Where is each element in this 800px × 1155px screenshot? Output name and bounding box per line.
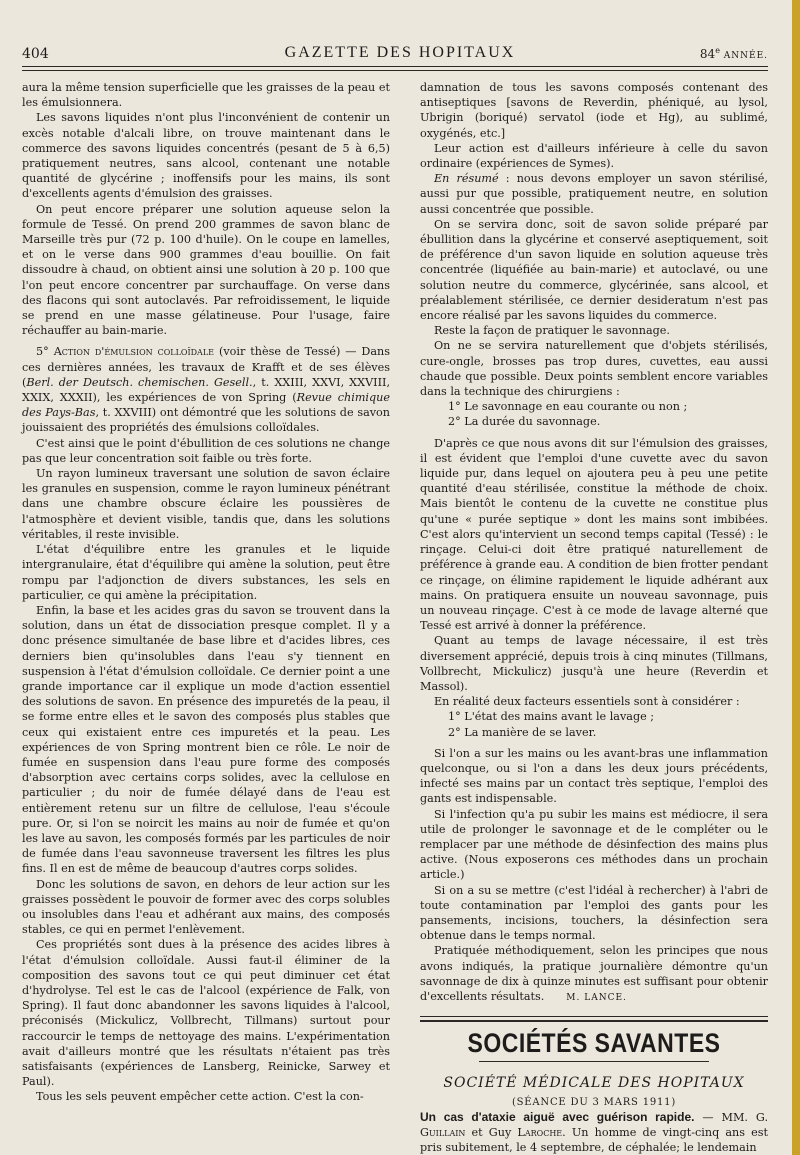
- paragraph: On se servira donc, soit de savon solide préparé par ébullition dans la glycérine et conservé aseptiquement, soit de préférence d'un savon liquide en solution aqueuse très concentrée (liquéfiée au bain-marie) et autoclavé, ou une solution neutre du commerce, glycérinée, sans alcool, et préalablement stérilisée, ce dernier desideratum n'est pas encore réalisé par les savons liquides du commerce.: [420, 217, 768, 323]
- paragraph: aura la même tension superficielle que les graisses de la peau et les émulsionnera.: [22, 81, 390, 110]
- year-number: 84: [699, 47, 716, 61]
- paragraph: Donc les solutions de savon, en dehors de leur action sur les graisses possèdent le pouvoir de former avec des corps solubles ou insolubles dans l'eau et adhérant aux mains, des composés stables, ce qui en permet l'enlèvement.: [22, 877, 390, 937]
- article-title: Un cas d'ataxie aiguë avec guérison rapide.: [420, 1109, 695, 1124]
- paragraph: Quant au temps de lavage nécessaire, il est très diversement apprécié, depuis trois à cinq minutes (Tillmans, Vollbrecht, Mickulicz) jusqu'à une heure (Reverdin et Massol).: [420, 634, 768, 693]
- paragraph: Si l'on a sur les mains ou les avant-bras une inflammation quelconque, ou si l'on a dans les deux jours précédents, infecté ses mains par un contact très septique, l'emploi des gants est indispensable.: [420, 746, 768, 806]
- author-signature: M. LANCE.: [566, 992, 627, 1003]
- list-item: 2° La durée du savonnage.: [448, 415, 601, 429]
- citation: Berl. der Deutsch. chemischen. Gesell.: [26, 375, 253, 389]
- paragraph: Reste la façon de pratiquer le savonnage.: [434, 324, 670, 338]
- paragraph: En réalité deux facteurs essentiels sont à considérer :: [434, 695, 740, 709]
- section-rule-thin: [420, 1016, 768, 1017]
- paragraph: Leur action est d'ailleurs inférieure à celle du savon ordinaire (expériences de Symes).: [420, 141, 768, 171]
- left-column: [22, 80, 390, 1105]
- summary-lead: En résumé: [434, 172, 499, 186]
- paragraph: damnation de tous les savons composés contenant des antiseptiques [savons de Reverdin, phéniqué, au lysol, Ubrigin (boriqué) servatol (iode et Hg), au sublimé, oxygénés, etc.]: [420, 81, 768, 140]
- paragraph: D'après ce que nous avons dit sur l'émulsion des graisses, il est évident que l'emploi d'une cuvette avec du savon liquide pur, dans lequel on ajoutera peu à peu une petite quantité d'eau stérilisée, constitue la méthode de choix. Mais bientôt le contenu de la cuvette ne constitue plus qu'une « purée septique » dont les mains sont imbibées. C'est alors qu'intervient un second temps capital (Tessé) : le rinçage. Celui-ci doit être pratiqué naturellement de préférence à grande eau. A condition de bien frotter pendant ce rinçage, on élimine rapidement le liquide adhérant aux mains. On pratiquera ensuite un nouveau savonnage, puis un nouveau rinçage. C'est à ce mode de lavage alterné que Tessé est arrivé à donner la préférence.: [420, 436, 768, 633]
- list-item: 1° Le savonnage en eau courante ou non ;: [448, 400, 688, 414]
- paragraph: On peut encore préparer une solution aqueuse selon la formule de Tessé. On prend 200 grammes de savon blanc de Marseille très pur (72 p. 100 d'huile). On le coupe en lamelles, et on le verse dans 900 grammes d'eau bouillie. On fait dissoudre à chaud, on obtient ainsi une solution à 20 p. 100 que l'on peut encore concentrer par surchauffage. On verse dans des flacons qui sont autoclavés. Par refroidissement, le liquide se prend en une masse gélatineuse. Pour l'usage, faire réchauffer au bain-marie.: [22, 202, 390, 338]
- header-rule-thick: [22, 66, 768, 67]
- list-item: 1° L'état des mains avant le lavage ;: [448, 710, 655, 724]
- author-name: Laroche: [517, 1126, 563, 1139]
- section-number: 5°: [36, 345, 49, 359]
- page-header: [0, 38, 800, 64]
- paragraph: Si l'infection qu'a pu subir les mains est médiocre, il sera utile de prolonger le savonnage et de le compléter ou le remplacer par une méthode de désinfection des mains plus active. (Nous exposerons ces méthodes dans un prochain article.): [420, 807, 768, 882]
- year-label: [700, 46, 768, 61]
- article-lead: Un cas d'ataxie aiguë avec guérison rapide. — MM. G. Guillain et Guy Laroche. Un homme de vingt-cinq ans est pris subitement, le 4 septembre, de céphalée; le lendemain: [420, 1109, 768, 1155]
- author-name: Guillain: [420, 1126, 466, 1139]
- section-rule-thick: [420, 1020, 768, 1022]
- society-name: SOCIÉTÉ MÉDICALE DES HOPITAUX: [443, 1075, 745, 1092]
- paragraph: L'état d'équilibre entre les granules et le liquide intergranulaire, état d'équilibre qui amène la solution, peut être rompu par l'adjonction de divers substances, les sels en particulier, ce qui amène la précipitation.: [22, 543, 390, 602]
- section-heading: Action d'émulsion colloïdale: [53, 345, 214, 359]
- section-subrule: [479, 1061, 709, 1062]
- page-edge-strip: [792, 0, 800, 1155]
- list-item: 2° La manière de se laver.: [448, 725, 597, 739]
- year-suffix: e: [715, 46, 720, 55]
- paragraph: Un rayon lumineux traversant une solution de savon éclaire les granules en suspension, comme le rayon lumineux pénétrant dans une chambre obscure éclaire les poussières de l'atmosphère et devient visible, tandis que, dans les solutions véritables, il reste invisible.: [22, 467, 390, 541]
- year-word: ANNÉE.: [723, 51, 768, 61]
- page-number: 404: [22, 46, 49, 62]
- citation: Revue chimique des Pays-Bas: [22, 391, 390, 420]
- paragraph: Les savons liquides n'ont plus l'inconvénient de contenir un excès notable d'alcali libre, on trouve maintenant dans le commerce des savons liquides concentrés (pesant de 5 à 6,5) pratiquement neutres, sans alcool, contenant une notable quantité de glycérine ; inoffensifs pour les mains, ils sont d'excellents agents d'émulsion des graisses.: [22, 111, 390, 201]
- paragraph: Pratiquée méthodiquement, selon les principes que nous avons indiqués, la pratique journalière démontre qu'un savonnage de dix à quinze minutes est suffisant pour obtenir d'excellents résultats. M. LANCE.: [420, 943, 768, 1006]
- paragraph: Tous les sels peuvent empêcher cette action. C'est la con-: [36, 1090, 364, 1104]
- paragraph: On ne se servira naturellement que d'objets stérilisés, cure-ongle, brosses pas trop dures, cuvettes, eau aussi chaude que possible. Deux points semblent encore variables dans la technique des chirurgiens :: [420, 339, 768, 399]
- section-title: SOCIÉTÉS SAVANTES: [467, 1028, 721, 1059]
- paragraph: Ces propriétés sont dues à la présence des acides libres à l'état d'émulsion colloïdale. Aussi faut-il éliminer de la composition des savons tout ce qui peut diminuer cet état d'hydrolyse. Tel est le cas de l'alcool (expérience de Falk, von Spring). Il faut donc abandonner les savons liquides à l'alcool, préconisés (Mickulicz, Vollbrecht, Tillmans) surtout pour raccourcir le temps de nettoyage des mains. L'expérimentation avait d'ailleurs montré que les résultats n'étaient pas très satisfaisants (expériences de Lansberg, Reinicke, Sarwey et Paul).: [22, 938, 390, 1089]
- section-paragraph: 5° Action d'émulsion colloïdale (voir thèse de Tessé) — Dans ces dernières années, les travaux de Krafft et de ses élèves (Berl. der Deutsch. chemischen. Gesell., t. XXIII, XXVI, XXVIII, XXIX, XXXII), les expériences de von Spring (Revue chimique des Pays-Bas, t. XXVIII) ont démontré que les solutions de savon jouissaient des propriétés des émulsions colloïdales.: [22, 345, 391, 435]
- paragraph: Si on a su se mettre (c'est l'idéal à rechercher) à l'abri de toute contamination par l'emploi des gants pour les pansements, incisions, touchers, la désinfection sera obtenue dans le temps normal.: [420, 883, 768, 943]
- session-date: (SÉANCE DU 3 MARS 1911): [511, 1096, 677, 1108]
- paragraph: En résumé : nous devons employer un savon stérilisé, aussi pur que possible, pratiquement neutre, en solution aussi concentrée que possible.: [420, 172, 768, 216]
- header-rule-thin: [22, 70, 768, 71]
- journal-title: GAZETTE DES HOPITAUX: [284, 44, 516, 61]
- right-column: [420, 80, 768, 1155]
- paragraph: Enfin, la base et les acides gras du savon se trouvent dans la solution, dans un état de dissociation presque complet. Il y a donc présence simultanée de base libre et d'acides libres, ces derniers bien qu'insolubles dans l'eau s'y tiennent en suspension à l'état d'émulsion colloïdale. Ce dernier point a une grande importance car il explique un mode d'action essentiel des solutions de savon. En présence des impuretés de la peau, il se forme entre elles et le savon des composés plus stables que ceux qui existaient entre ces impuretés et la peau. Les expériences de von Spring montrent bien ce rôle. Le noir de fumée en suspension dans l'eau pure forme des composés d'absorption avec certains corps solides, avec la cellulose en particulier ; du noir de fumée délayé dans de l'eau est entièrement retenu sur un filtre de cellulose, l'eau s'écoule pure. Or, si l'on se noircit les mains au noir de fumée et qu'on les lave au savon, les composés formés par les particules de noir de fumée dans l'eau savonneuse traversent les filtres les plus fins. Il en est de même de beaucoup d'autres corps solides.: [22, 603, 390, 876]
- paragraph: C'est ainsi que le point d'ébullition de ces solutions ne change pas que leur concentration soit faible ou très forte.: [22, 436, 390, 465]
